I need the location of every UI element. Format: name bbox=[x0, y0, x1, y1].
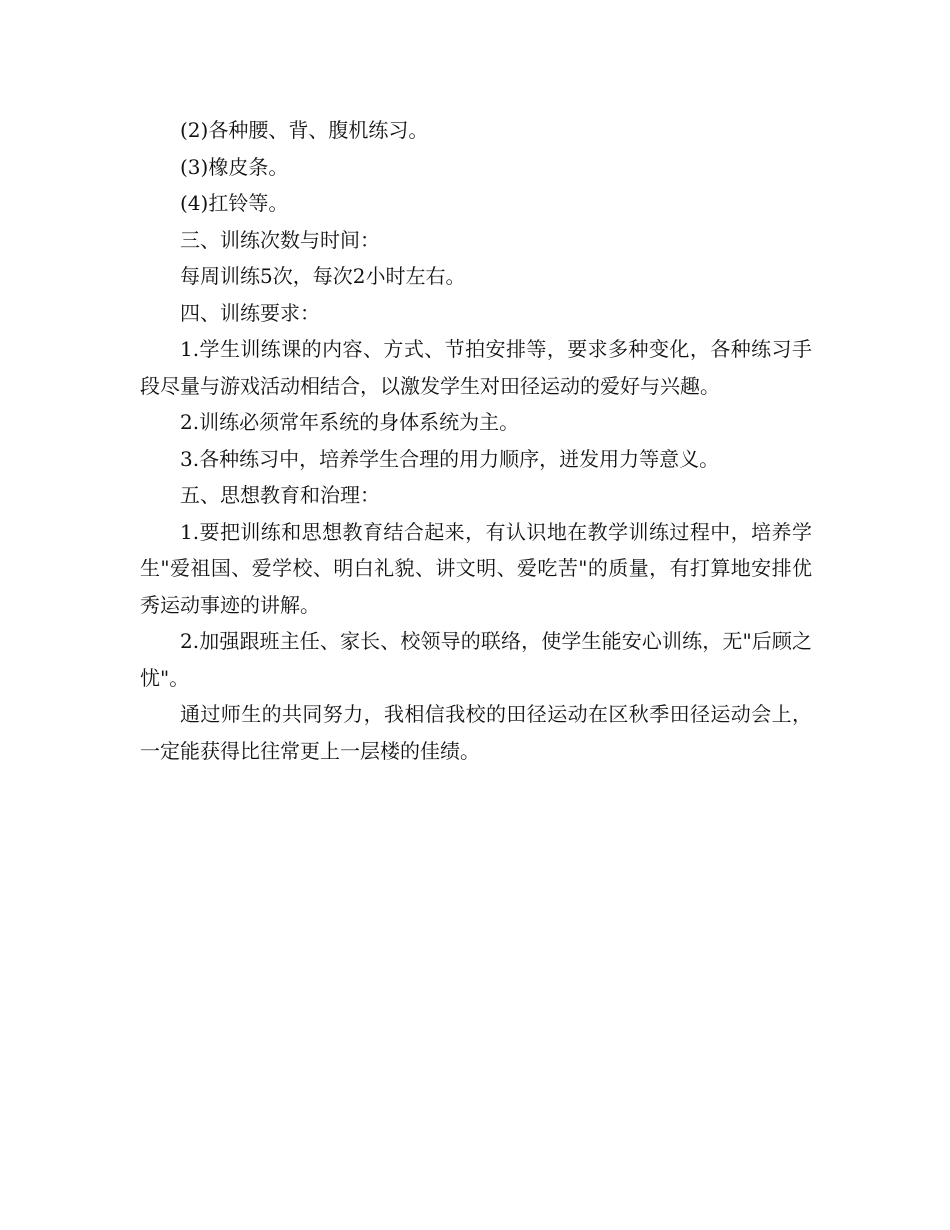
paragraph-equipment-2: (2)各种腰、背、腹机练习。 bbox=[180, 118, 429, 142]
paragraph-training-frequency: 每周训练5次，每次2小时左右。 bbox=[180, 264, 466, 288]
paragraph-education-1: 1.要把训练和思想教育结合起来，有认识地在教学训练过程中，培养学生"爱祖国、爱学校、明白礼貌、讲文明、爱吃苦"的质量，有打算地安排优秀运动事迹的讲解。 bbox=[140, 519, 812, 617]
paragraph-equipment-4: (4)扛铃等。 bbox=[180, 191, 289, 215]
paragraph-requirement-1: 1.学生训练课的内容、方式、节拍安排等，要求多种变化，各种练习手段尽量与游戏活动相结合，以激发学生对田径运动的爱好与兴趣。 bbox=[140, 337, 812, 398]
section-heading-5: 五、思想教育和治理： bbox=[180, 483, 380, 507]
paragraph-equipment-3: (3)橡皮条。 bbox=[180, 154, 289, 179]
paragraph-conclusion: 通过师生的共同努力，我相信我校的田径运动在区秋季田径运动会上，一定能获得比往常更上一层楼的佳绩。 bbox=[140, 702, 812, 763]
paragraph-education-2: 2.加强跟班主任、家长、校领导的联络，使学生能安心训练，无"后顾之忧"。 bbox=[140, 629, 812, 690]
paragraph-requirement-3: 3.各种练习中，培养学生合理的用力顺序，迸发用力等意义。 bbox=[180, 446, 720, 471]
paragraph-requirement-2: 2.训练必须常年系统的身体系统为主。 bbox=[180, 410, 520, 434]
section-heading-3: 三、训练次数与时间： bbox=[180, 227, 380, 252]
section-heading-4: 四、训练要求： bbox=[180, 300, 320, 325]
document-body bbox=[140, 112, 812, 769]
